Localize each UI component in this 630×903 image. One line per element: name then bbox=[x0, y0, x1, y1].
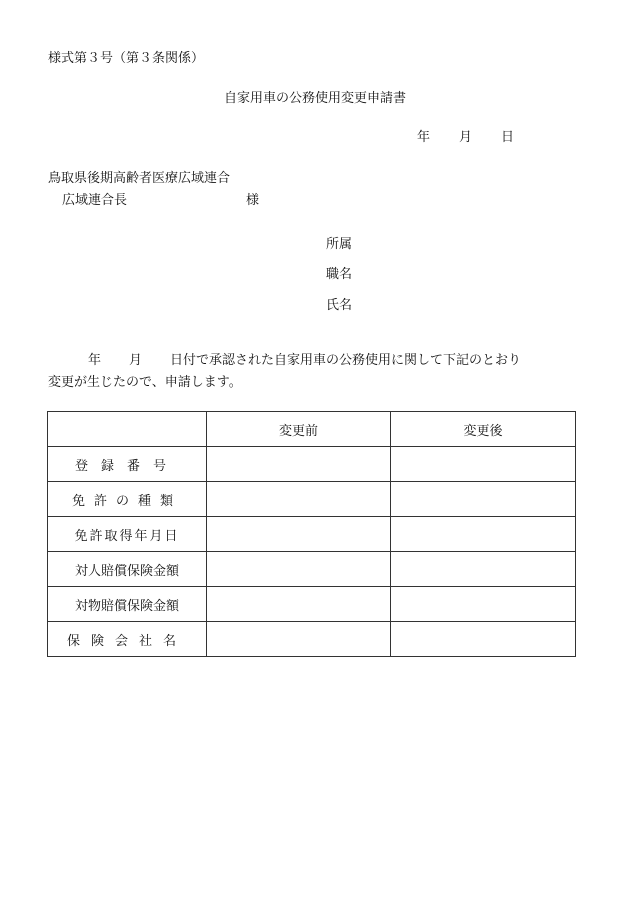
applicant-name-label: 氏名 bbox=[326, 298, 353, 313]
license-type-before-cell[interactable] bbox=[207, 482, 391, 517]
table-row bbox=[48, 587, 576, 622]
table-header-before: 変更前 bbox=[207, 412, 391, 447]
license-date-after-cell[interactable] bbox=[391, 517, 576, 552]
form-number: 様式第３号（第３条関係） bbox=[48, 51, 205, 66]
addressee-organization: 鳥取県後期高齢者医療広域連合 bbox=[48, 171, 231, 186]
row-label-license-date: 免許取得年月日 bbox=[48, 517, 207, 552]
row-label-insurance-company: 保険会社名 bbox=[48, 622, 207, 657]
applicant-position-label: 職名 bbox=[326, 267, 353, 282]
license-date-before-cell[interactable] bbox=[207, 517, 391, 552]
addressee-honorific: 様 bbox=[246, 193, 260, 208]
date-day-label: 日 bbox=[500, 130, 514, 145]
row-label-property-damage-insurance: 対物賠償保険金額 bbox=[48, 587, 207, 622]
body-line1-text: 日付で承認された自家用車の公務使用に関して下記のとおり bbox=[170, 353, 522, 368]
body-text-line-1 bbox=[88, 354, 521, 367]
table-header-blank bbox=[48, 412, 207, 447]
table-row bbox=[48, 482, 576, 517]
property-damage-insurance-after-cell[interactable] bbox=[391, 587, 576, 622]
body-text-line-2: 変更が生じたので、申請します。 bbox=[48, 375, 242, 390]
registration-number-before-cell[interactable] bbox=[207, 447, 391, 482]
addressee-title: 広域連合長 bbox=[62, 193, 128, 208]
change-details-table bbox=[47, 411, 576, 657]
document-title: 自家用車の公務使用変更申請書 bbox=[223, 91, 406, 106]
table-row bbox=[48, 447, 576, 482]
applicant-affiliation-label: 所属 bbox=[326, 237, 353, 252]
date-month-label: 月 bbox=[458, 130, 472, 145]
table-row bbox=[48, 622, 576, 657]
property-damage-insurance-before-cell[interactable] bbox=[207, 587, 391, 622]
table-row bbox=[48, 552, 576, 587]
insurance-company-after-cell[interactable] bbox=[391, 622, 576, 657]
registration-number-after-cell[interactable] bbox=[391, 447, 576, 482]
body-month-label: 月 bbox=[129, 353, 143, 368]
table-header-row bbox=[48, 412, 576, 447]
date-year-label: 年 bbox=[416, 130, 430, 145]
license-type-after-cell[interactable] bbox=[391, 482, 576, 517]
table-row bbox=[48, 517, 576, 552]
row-label-registration-number: 登録番号 bbox=[48, 447, 207, 482]
row-label-license-type: 免許の種類 bbox=[48, 482, 207, 517]
bodily-injury-insurance-before-cell[interactable] bbox=[207, 552, 391, 587]
bodily-injury-insurance-after-cell[interactable] bbox=[391, 552, 576, 587]
row-label-bodily-injury-insurance: 対人賠償保険金額 bbox=[48, 552, 207, 587]
table-header-after: 変更後 bbox=[391, 412, 576, 447]
insurance-company-before-cell[interactable] bbox=[207, 622, 391, 657]
body-year-label: 年 bbox=[88, 353, 102, 368]
date-line bbox=[417, 131, 514, 144]
